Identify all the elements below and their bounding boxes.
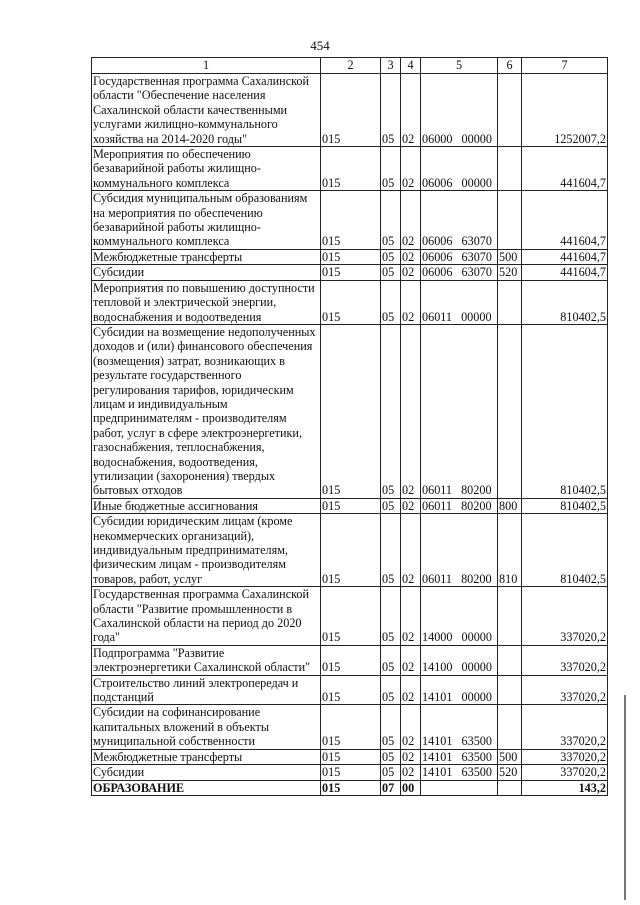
- amount-cell: 337020,2: [522, 705, 608, 749]
- amount-cell: 441604,7: [522, 249, 608, 264]
- code-cell: 015: [321, 765, 381, 780]
- section-cell: 05: [381, 514, 401, 587]
- code-cell: 015: [321, 587, 381, 646]
- target-item-cell: 06011 80200: [421, 498, 498, 513]
- column-header: 3: [381, 58, 401, 74]
- code-cell: 015: [321, 675, 381, 705]
- column-header: 1: [92, 58, 321, 74]
- target-item-cell: 14101 00000: [421, 675, 498, 705]
- row-name-cell: Субсидии: [92, 765, 321, 780]
- subsection-cell: 02: [401, 280, 421, 324]
- code-cell: 015: [321, 749, 381, 764]
- target-item-cell: 14101 63500: [421, 749, 498, 764]
- target-item-cell: 06011 00000: [421, 280, 498, 324]
- code-cell: 015: [321, 191, 381, 250]
- section-cell: 05: [381, 191, 401, 250]
- section-cell: 05: [381, 587, 401, 646]
- section-cell: 05: [381, 74, 401, 147]
- target-item-cell: 06006 63070: [421, 249, 498, 264]
- row-name-cell: Подпрограмма "Развитие электроэнергетики Сахалинской области": [92, 645, 321, 675]
- section-cell: 05: [381, 645, 401, 675]
- table-row: [92, 265, 608, 280]
- table-row: [92, 675, 608, 705]
- column-header: 2: [321, 58, 381, 74]
- code-cell: 015: [321, 645, 381, 675]
- row-name-cell: Государственная программа Сахалинской области "Развитие промышленности в Сахалинской области на период до 2020 года": [92, 587, 321, 646]
- target-item-cell: 06011 80200: [421, 514, 498, 587]
- amount-cell: 337020,2: [522, 587, 608, 646]
- code-cell: 015: [321, 705, 381, 749]
- code-cell: 015: [321, 249, 381, 264]
- amount-cell: 810402,5: [522, 514, 608, 587]
- section-cell: 05: [381, 324, 401, 498]
- section-cell: 05: [381, 249, 401, 264]
- header-row: [92, 58, 608, 74]
- page-number: 454: [310, 38, 330, 53]
- amount-cell: 810402,5: [522, 280, 608, 324]
- expense-type-cell: 500: [498, 749, 522, 764]
- code-cell: 015: [321, 514, 381, 587]
- expense-type-cell: [498, 147, 522, 191]
- column-header: 5: [421, 58, 498, 74]
- section-cell: 05: [381, 705, 401, 749]
- code-cell: 015: [321, 147, 381, 191]
- amount-cell: 441604,7: [522, 191, 608, 250]
- subsection-cell: 02: [401, 705, 421, 749]
- table-row: [92, 249, 608, 264]
- row-name-cell: ОБРАЗОВАНИЕ: [92, 780, 321, 795]
- subsection-cell: 02: [401, 514, 421, 587]
- section-cell: 05: [381, 765, 401, 780]
- subsection-cell: 02: [401, 249, 421, 264]
- target-item-cell: 14101 63500: [421, 705, 498, 749]
- code-cell: 015: [321, 265, 381, 280]
- expense-type-cell: 520: [498, 765, 522, 780]
- table-row: [92, 147, 608, 191]
- row-name-cell: Субсидия муниципальным образованиям на мероприятия по обеспечению безаварийной работы жилищно-коммунального комплекса: [92, 191, 321, 250]
- target-item-cell: [421, 780, 498, 795]
- row-name-cell: Межбюджетные трансферты: [92, 749, 321, 764]
- expense-type-cell: [498, 587, 522, 646]
- section-cell: 05: [381, 498, 401, 513]
- table-row: [92, 587, 608, 646]
- table-row: [92, 749, 608, 764]
- expense-type-cell: 520: [498, 265, 522, 280]
- subsection-cell: 02: [401, 191, 421, 250]
- section-cell: 05: [381, 675, 401, 705]
- table-row: [92, 280, 608, 324]
- code-cell: 015: [321, 324, 381, 498]
- amount-cell: 810402,5: [522, 324, 608, 498]
- row-name-cell: Межбюджетные трансферты: [92, 249, 321, 264]
- row-name-cell: Государственная программа Сахалинской области "Обеспечение населения Сахалинской области качественными услугами жилищно-коммунального хозяйства на 2014-2020 годы": [92, 74, 321, 147]
- table-row: [92, 765, 608, 780]
- expense-type-cell: [498, 675, 522, 705]
- code-cell: 015: [321, 74, 381, 147]
- expense-type-cell: 800: [498, 498, 522, 513]
- column-header: 7: [522, 58, 608, 74]
- table-row: [92, 74, 608, 147]
- budget-table: [91, 57, 608, 796]
- subsection-cell: 02: [401, 498, 421, 513]
- row-name-cell: Субсидии на возмещение недополученных доходов и (или) финансового обеспечения (возмещения) затрат, возникающих в результате государственного регулирования тарифов, юридическим лицам и индивидуальным предпринимателям - производителям работ, услуг в сфере электроэнергетики, газоснабжения, теплоснабжения, водоснабжения, водоотведения, утилизации (захоронения) твердых бытовых отходов: [92, 324, 321, 498]
- target-item-cell: 06000 00000: [421, 74, 498, 147]
- table-row: [92, 498, 608, 513]
- subsection-cell: 00: [401, 780, 421, 795]
- subsection-cell: 02: [401, 765, 421, 780]
- section-cell: 05: [381, 280, 401, 324]
- row-name-cell: Субсидии: [92, 265, 321, 280]
- row-name-cell: Субсидии юридическим лицам (кроме некоммерческих организаций), индивидуальным предпринимателям, физическим лицам - производителям товаров, работ, услуг: [92, 514, 321, 587]
- section-cell: 05: [381, 147, 401, 191]
- expense-type-cell: [498, 280, 522, 324]
- code-cell: 015: [321, 780, 381, 795]
- target-item-cell: 14000 00000: [421, 587, 498, 646]
- column-header: 4: [401, 58, 421, 74]
- column-header: 6: [498, 58, 522, 74]
- amount-cell: 337020,2: [522, 675, 608, 705]
- amount-cell: 1252007,2: [522, 74, 608, 147]
- target-item-cell: 14100 00000: [421, 645, 498, 675]
- code-cell: 015: [321, 280, 381, 324]
- subsection-cell: 02: [401, 74, 421, 147]
- expense-type-cell: 500: [498, 249, 522, 264]
- expense-type-cell: [498, 324, 522, 498]
- expense-type-cell: [498, 74, 522, 147]
- expense-type-cell: [498, 645, 522, 675]
- subsection-cell: 02: [401, 147, 421, 191]
- table-row: [92, 514, 608, 587]
- amount-cell: 810402,5: [522, 498, 608, 513]
- target-item-cell: 06006 63070: [421, 265, 498, 280]
- row-name-cell: Мероприятия по обеспечению безаварийной работы жилищно-коммунального комплекса: [92, 147, 321, 191]
- row-name-cell: Строительство линий электропередач и подстанций: [92, 675, 321, 705]
- amount-cell: 143,2: [522, 780, 608, 795]
- amount-cell: 441604,7: [522, 265, 608, 280]
- row-name-cell: Мероприятия по повышению доступности тепловой и электрической энергии, водоснабжения и водоотведения: [92, 280, 321, 324]
- table-row: [92, 324, 608, 498]
- table-row: [92, 191, 608, 250]
- subsection-cell: 02: [401, 324, 421, 498]
- amount-cell: 337020,2: [522, 765, 608, 780]
- expense-type-cell: [498, 780, 522, 795]
- amount-cell: 441604,7: [522, 147, 608, 191]
- amount-cell: 337020,2: [522, 645, 608, 675]
- amount-cell: 337020,2: [522, 749, 608, 764]
- section-cell: 07: [381, 780, 401, 795]
- target-item-cell: 06006 63070: [421, 191, 498, 250]
- subsection-cell: 02: [401, 265, 421, 280]
- subsection-cell: 02: [401, 645, 421, 675]
- scan-edge-mark: [624, 695, 626, 900]
- row-name-cell: Субсидии на софинансирование капитальных вложений в объекты муниципальной собственности: [92, 705, 321, 749]
- subsection-cell: 02: [401, 587, 421, 646]
- expense-type-cell: [498, 705, 522, 749]
- table-row: [92, 645, 608, 675]
- section-cell: 05: [381, 265, 401, 280]
- expense-type-cell: [498, 191, 522, 250]
- target-item-cell: 06011 80200: [421, 324, 498, 498]
- table-row: [92, 705, 608, 749]
- subsection-cell: 02: [401, 675, 421, 705]
- table-row: [92, 780, 608, 795]
- subsection-cell: 02: [401, 749, 421, 764]
- target-item-cell: 14101 63500: [421, 765, 498, 780]
- code-cell: 015: [321, 498, 381, 513]
- expense-type-cell: 810: [498, 514, 522, 587]
- target-item-cell: 06006 00000: [421, 147, 498, 191]
- row-name-cell: Иные бюджетные ассигнования: [92, 498, 321, 513]
- section-cell: 05: [381, 749, 401, 764]
